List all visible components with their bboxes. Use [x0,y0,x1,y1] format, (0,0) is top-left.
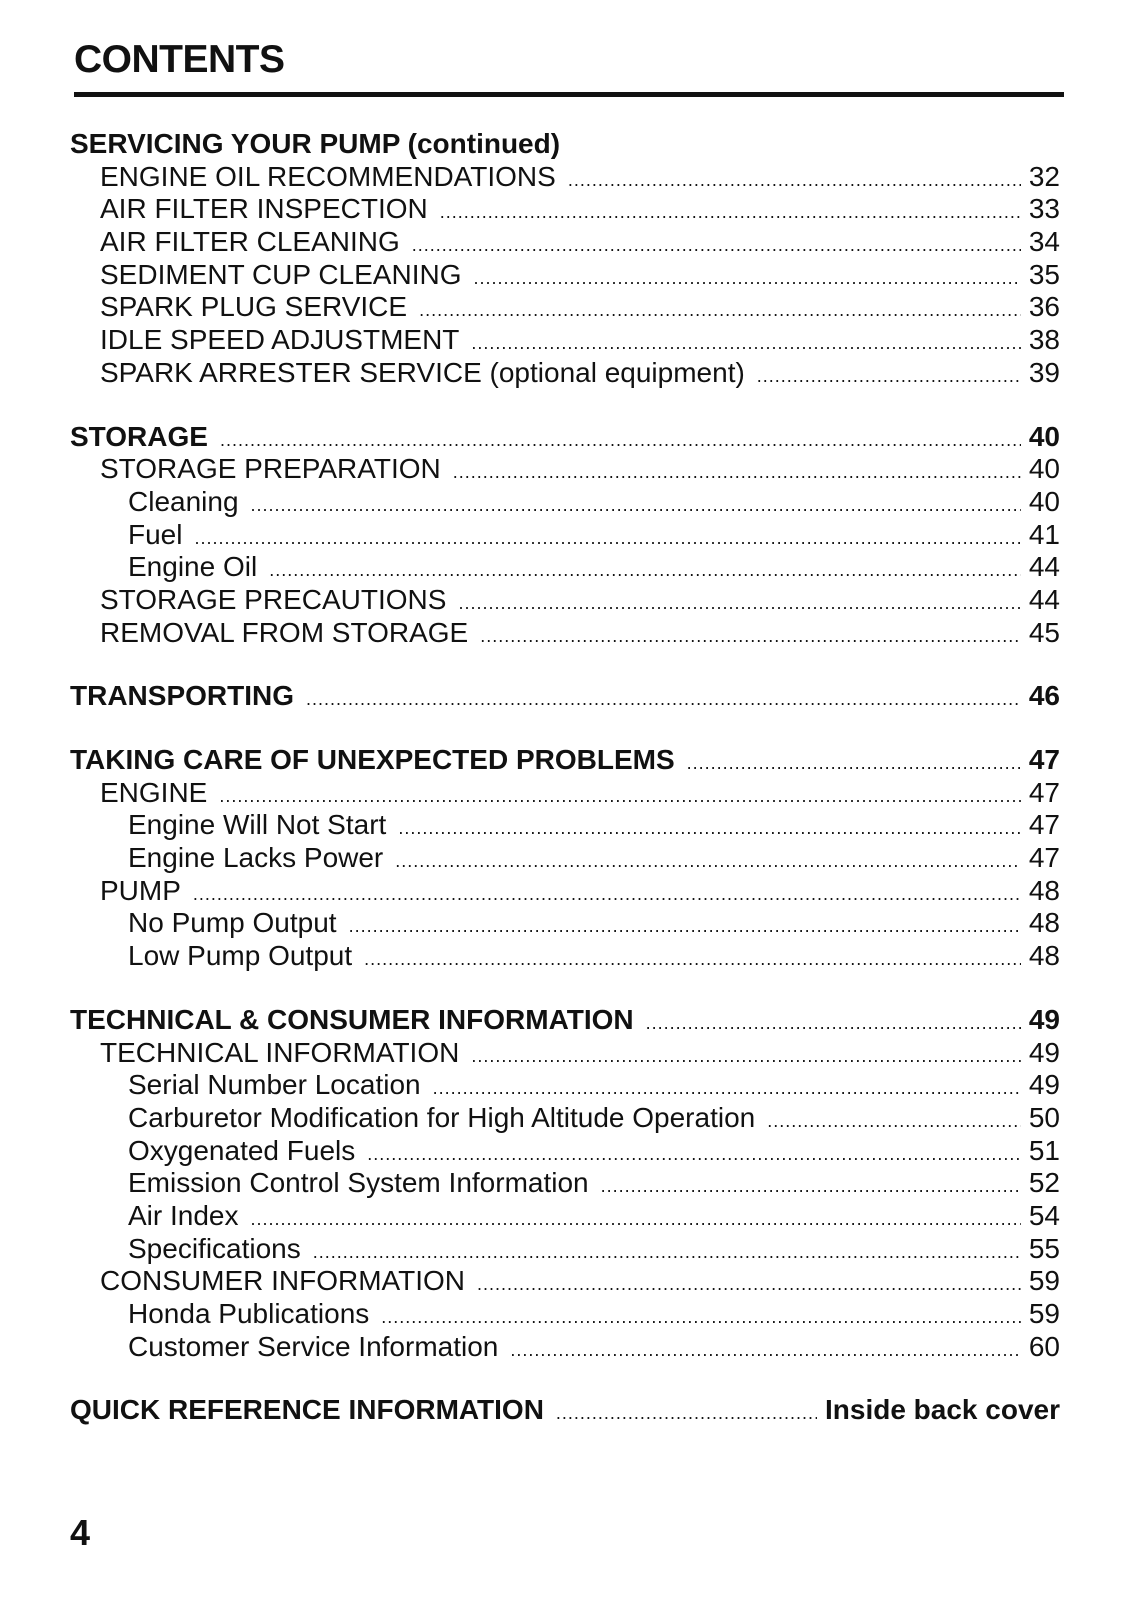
toc-heading-transporting [70,680,1060,713]
toc-entry-pump [70,875,1060,908]
toc-entry-spark-plug-service [70,291,1060,324]
toc-label: Fuel [128,518,183,550]
toc-entry-specifications [70,1233,1060,1266]
toc-page-number: 46 [1028,680,1060,712]
toc-label: QUICK REFERENCE INFORMATION [70,1394,544,1426]
toc-page-number: 51 [1028,1134,1060,1166]
dot-leader [480,620,1021,653]
dot-leader [473,262,1020,295]
toc-entry-oxygenated-fuels [70,1135,1060,1168]
toc-page-number: 44 [1028,583,1060,615]
toc-entry-honda-publications [70,1298,1060,1331]
toc-label: AIR FILTER INSPECTION [100,193,428,225]
toc-entry-no-pump-output [70,907,1060,940]
toc-label: SPARK PLUG SERVICE [100,291,408,323]
dot-leader [313,1236,1021,1269]
dot-leader [364,943,1021,976]
toc-page-number: 39 [1028,356,1060,388]
toc-entry-consumer-information [70,1265,1060,1298]
dot-leader [440,196,1021,229]
toc-page-number: 59 [1028,1265,1060,1297]
toc-heading-servicing-your-pump-continued [70,128,1060,161]
toc-entry-sediment-cup-cleaning [70,259,1060,292]
toc-label: Air Index [128,1199,239,1231]
toc-entry-technical-information [70,1037,1060,1070]
toc-label: Oxygenated Fuels [128,1134,356,1166]
dot-leader [193,878,1021,911]
toc-page-number: 49 [1028,1036,1060,1068]
toc-entry-air-index [70,1200,1060,1233]
toc-section-storage [70,421,1060,650]
toc-page-number: 48 [1028,940,1060,972]
title-rule [74,92,1064,97]
toc-label: Cleaning [128,485,239,517]
dot-leader [757,360,1021,393]
toc-entry-engine-oil-recommendations [70,161,1060,194]
toc-page-number: 44 [1028,551,1060,583]
toc-section-quick-reference-information [70,1394,1060,1427]
toc-page-number: 47 [1028,776,1060,808]
dot-leader [453,456,1021,489]
toc-label: Engine Oil [128,551,258,583]
toc-label: STORAGE PREPARATION [100,453,441,485]
toc-page-number: 40 [1028,420,1060,452]
toc-entry-engine-will-not-start [70,809,1060,842]
toc-page-number: 36 [1028,291,1060,323]
dot-leader [381,1301,1021,1334]
toc-page-number: 59 [1028,1298,1060,1329]
dot-leader [419,294,1021,327]
toc-page-number: 49 [1028,1069,1060,1101]
toc-page-number: 45 [1028,616,1060,648]
toc-label: Carburetor Modification for High Altitude Operation [128,1101,756,1133]
toc-page-number: 41 [1028,518,1060,550]
toc-entry-engine [70,777,1060,810]
dot-leader [251,1203,1021,1236]
dot-leader [646,1007,1021,1040]
toc-label: PUMP [100,874,181,906]
dot-leader [219,780,1020,813]
toc-page-number: 33 [1028,193,1060,225]
toc-page-number: 52 [1028,1167,1060,1199]
toc-entry-storage-precautions [70,584,1060,617]
toc-page-number: 54 [1028,1199,1060,1231]
toc-label: Honda Publications [128,1298,370,1329]
toc-page-number: 50 [1028,1101,1060,1133]
toc-section-taking-care-of-unexpected-problems [70,744,1060,973]
toc-page-number: Inside back cover [824,1394,1060,1426]
toc-label: Serial Number Location [128,1069,421,1101]
toc-entry-cleaning [70,486,1060,519]
toc-label: IDLE SPEED ADJUSTMENT [100,324,460,356]
toc-label: No Pump Output [128,907,337,939]
toc-page-number: 34 [1028,226,1060,258]
toc-heading-quick-reference-information [70,1394,1060,1427]
toc-label: Engine Lacks Power [128,842,384,874]
toc-label: Engine Will Not Start [128,809,387,841]
dot-leader [458,587,1020,620]
toc-entry-engine-lacks-power [70,842,1060,875]
dot-leader [306,683,1021,716]
page-title: CONTENTS [74,38,285,81]
toc-label: ENGINE [100,776,208,808]
dot-leader [412,229,1021,262]
dot-leader [251,489,1021,522]
dot-leader [556,1397,817,1430]
toc-entry-engine-oil [70,551,1060,584]
toc-page-number: 47 [1028,809,1060,841]
dot-leader [471,1040,1021,1073]
dot-leader [510,1334,1020,1367]
dot-leader [269,554,1021,587]
dot-leader [601,1170,1021,1203]
toc-entry-low-pump-output [70,940,1060,973]
toc-label: Emission Control System Information [128,1167,589,1199]
toc-page-number: 47 [1028,744,1060,775]
toc-label: STORAGE [70,420,208,452]
toc-page-number: 55 [1028,1232,1060,1264]
toc-page-number: 38 [1028,324,1060,356]
toc-entry-storage-preparation [70,453,1060,486]
dot-leader [395,845,1021,878]
toc-label: AIR FILTER CLEANING [100,226,400,258]
toc-section-technical-and-consumer-information [70,1004,1060,1364]
toc-entry-idle-speed-adjustment [70,324,1060,357]
dot-leader [367,1138,1021,1171]
toc-entry-air-filter-inspection [70,193,1060,226]
toc-entry-emission-control-system-information [70,1167,1060,1200]
toc-page-number: 40 [1028,453,1060,485]
toc-label: Specifications [128,1232,301,1264]
dot-leader [194,522,1020,555]
toc-heading-storage [70,421,1060,454]
dot-leader [349,910,1021,943]
toc-section-transporting [70,680,1060,713]
toc-entry-serial-number-location [70,1069,1060,1102]
toc-label: CONSUMER INFORMATION [100,1265,466,1297]
toc-page-number: 35 [1028,258,1060,290]
toc-page-number: 32 [1028,160,1060,192]
toc-label: TRANSPORTING [70,680,294,712]
toc-label: STORAGE PRECAUTIONS [100,583,447,615]
toc-label: TECHNICAL & CONSUMER INFORMATION [70,1003,634,1035]
toc-label: SPARK ARRESTER SERVICE (optional equipment) [100,356,745,388]
toc-heading-taking-care-of-unexpected-problems [70,744,1060,777]
dot-leader [220,424,1021,457]
toc-entry-spark-arrester-service-optional-equipment [70,357,1060,390]
dot-leader [477,1268,1021,1301]
toc-label: TECHNICAL INFORMATION [100,1036,460,1068]
toc-heading-technical-and-consumer-information [70,1004,1060,1037]
table-of-contents [70,128,1060,1427]
toc-entry-air-filter-cleaning [70,226,1060,259]
toc-label: ENGINE OIL RECOMMENDATIONS [100,160,556,192]
toc-entry-customer-service-information [70,1331,1060,1364]
dot-leader [433,1072,1021,1105]
toc-section-servicing-your-pump-continued [70,128,1060,390]
dot-leader [398,812,1021,845]
toc-page-number: 48 [1028,907,1060,939]
toc-entry-removal-from-storage [70,617,1060,650]
toc-label: Customer Service Information [128,1330,499,1362]
toc-page-number: 40 [1028,485,1060,517]
toc-label: SERVICING YOUR PUMP (continued) [70,128,561,159]
toc-page-number: 47 [1028,842,1060,874]
toc-entry-fuel [70,519,1060,552]
toc-page-number: 48 [1028,874,1060,906]
toc-page-number: 60 [1028,1330,1060,1362]
page-number: 4 [70,1512,91,1553]
toc-page-number: 49 [1028,1003,1060,1035]
toc-label: TAKING CARE OF UNEXPECTED PROBLEMS [70,744,675,775]
toc-label: Low Pump Output [128,940,353,972]
dot-leader [568,164,1021,197]
toc-label: REMOVAL FROM STORAGE [100,616,469,648]
dot-leader [767,1105,1021,1138]
toc-label: SEDIMENT CUP CLEANING [100,258,462,290]
dot-leader [687,747,1021,780]
dot-leader [471,327,1020,360]
toc-entry-carburetor-modification-for-high-altitude-operation [70,1102,1060,1135]
